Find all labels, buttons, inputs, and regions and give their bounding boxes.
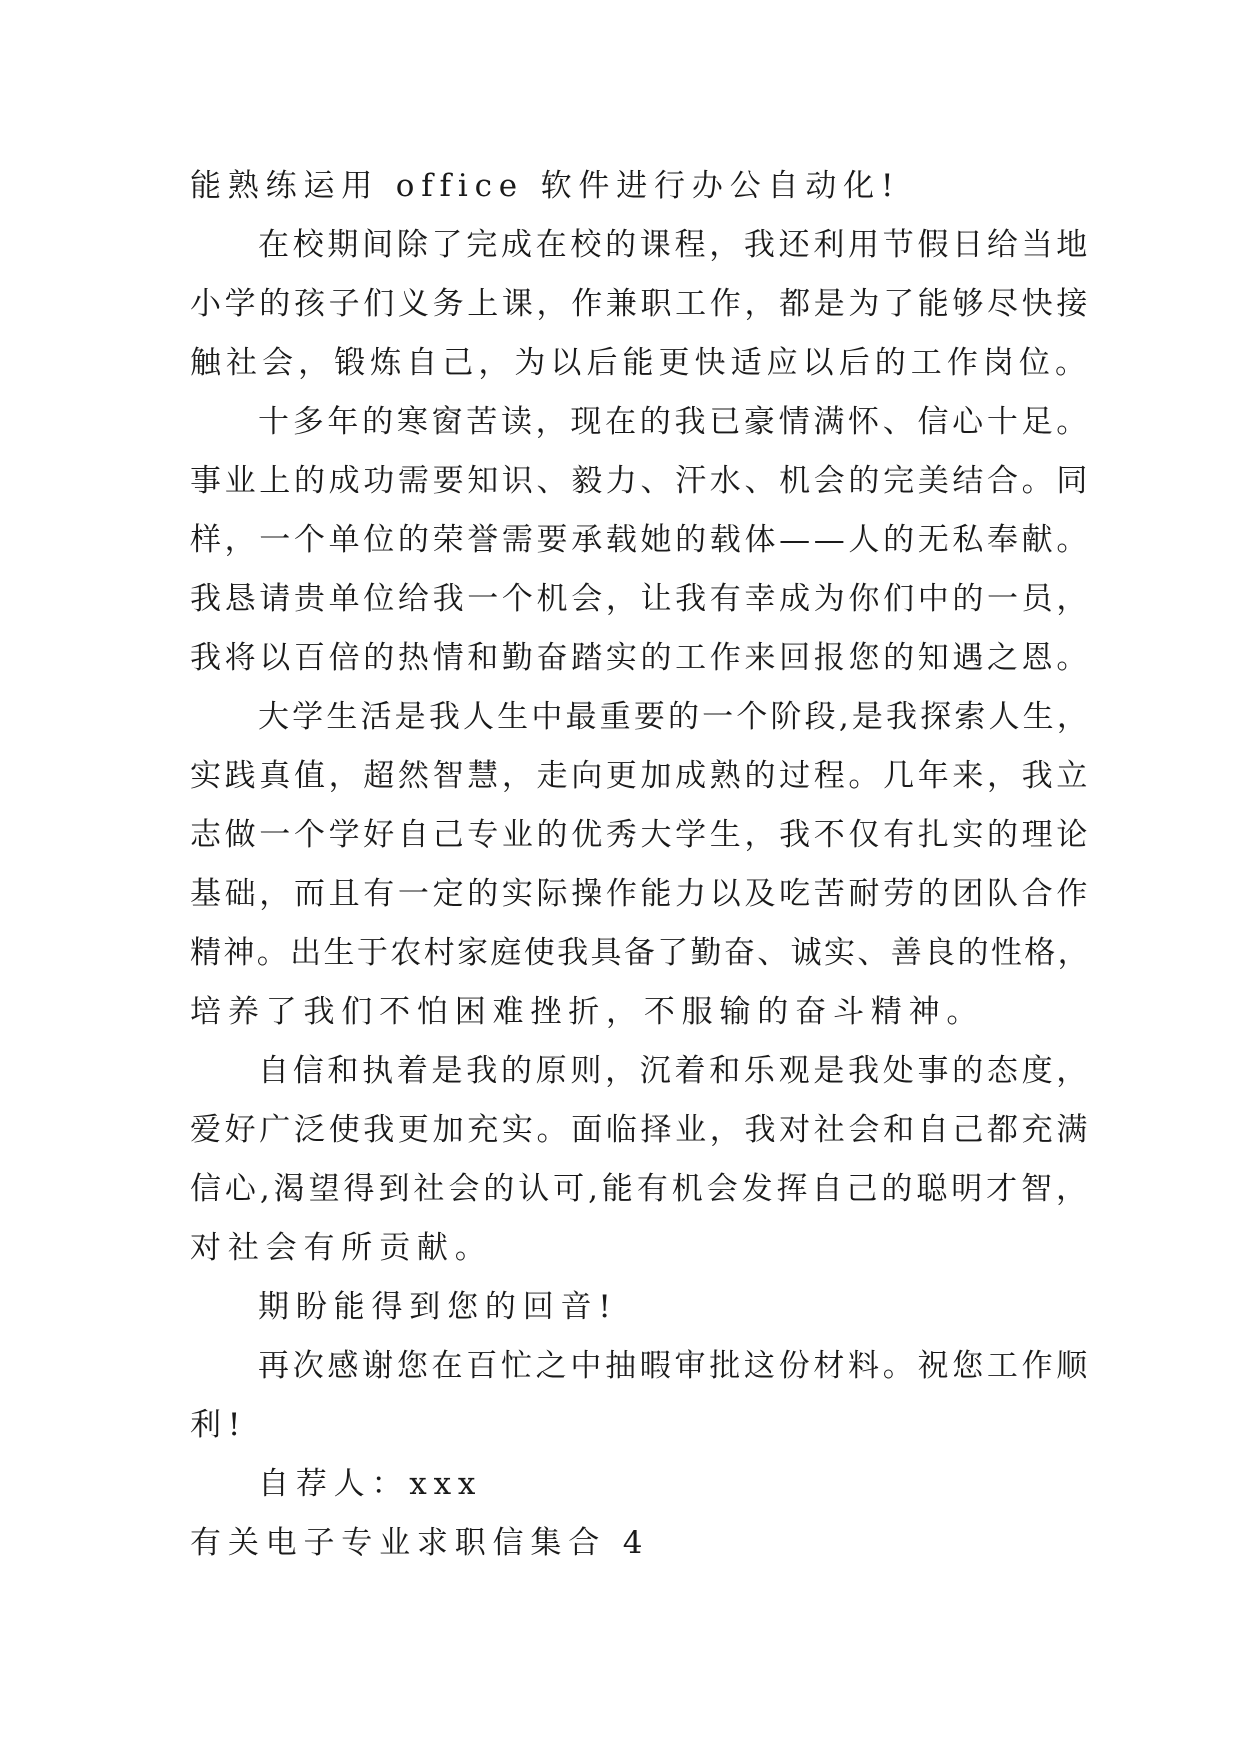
body-line: 培养了我们不怕困难挫折，不服输的奋斗精神。 <box>190 994 985 1030</box>
body-line: 实践真值，超然智慧，走向更加成熟的过程。几年来，我立 <box>190 758 1091 794</box>
body-line: 能熟练运用 office 软件进行办公自动化! <box>190 168 901 204</box>
closing-line: 期盼能得到您的回音! <box>258 1289 618 1325</box>
body-line: 我将以百倍的热情和勤奋踏实的工作来回报您的知遇之恩。 <box>190 640 1091 676</box>
section-heading: 有关电子专业求职信集合 4 <box>190 1525 650 1561</box>
body-line: 我恳请贵单位给我一个机会，让我有幸成为你们中的一员， <box>190 581 1091 617</box>
body-line: 信心,渴望得到社会的认可,能有机会发挥自己的聪明才智， <box>190 1171 1091 1207</box>
body-line: 小学的孩子们义务上课，作兼职工作，都是为了能够尽快接 <box>190 286 1091 322</box>
body-line: 志做一个学好自己专业的优秀大学生，我不仅有扎实的理论 <box>190 817 1091 853</box>
body-line: 事业上的成功需要知识、毅力、汗水、机会的完美结合。同 <box>190 463 1091 499</box>
body-line: 精神。出生于农村家庭使我具备了勤奋、诚实、善良的性格， <box>190 935 1091 971</box>
body-line: 自信和执着是我的原则，沉着和乐观是我处事的态度， <box>258 1053 1091 1089</box>
body-line: 基础，而且有一定的实际操作能力以及吃苦耐劳的团队合作 <box>190 876 1091 912</box>
closing-line: 利! <box>190 1407 248 1443</box>
body-line: 样，一个单位的荣誉需要承载她的载体——人的无私奉献。 <box>190 522 1091 558</box>
body-line: 爱好广泛使我更加充实。面临择业，我对社会和自己都充满 <box>190 1112 1091 1148</box>
body-line: 对社会有所贡献。 <box>190 1230 493 1266</box>
body-line: 大学生活是我人生中最重要的一个阶段,是我探索人生， <box>258 699 1091 735</box>
body-line: 在校期间除了完成在校的课程，我还利用节假日给当地 <box>258 227 1091 263</box>
closing-line: 再次感谢您在百忙之中抽暇审批这份材料。祝您工作顺 <box>258 1348 1091 1384</box>
body-line: 触社会，锻炼自己，为以后能更快适应以后的工作岗位。 <box>190 345 1091 381</box>
body-line: 十多年的寒窗苦读，现在的我已豪情满怀、信心十足。 <box>258 404 1091 440</box>
signature-line: 自荐人：xxx <box>258 1466 483 1502</box>
